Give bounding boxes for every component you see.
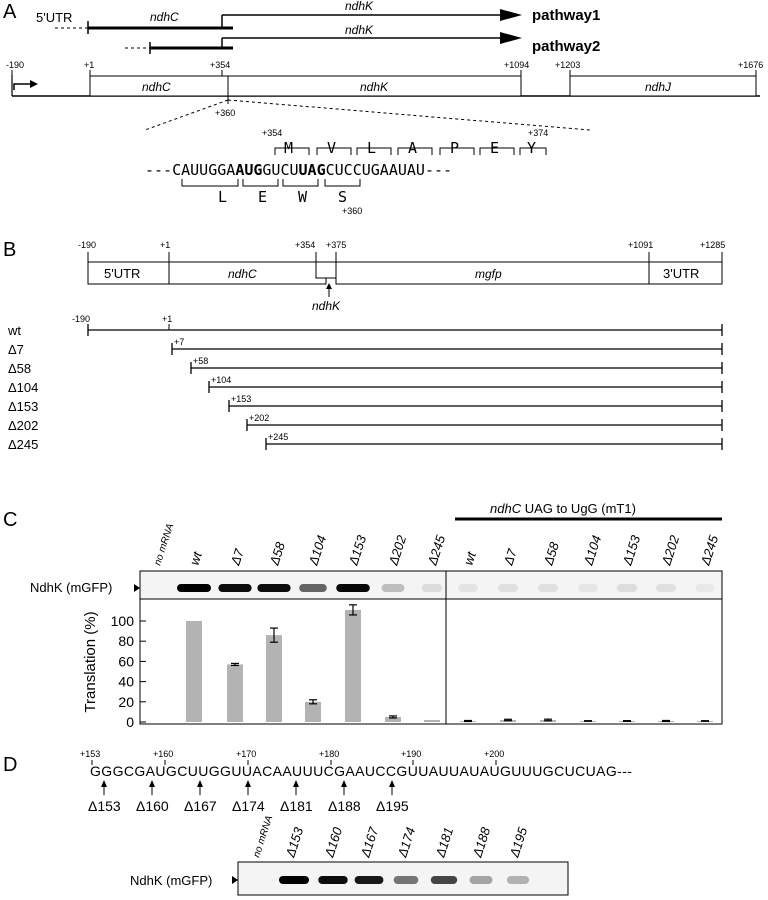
c-bar-2	[227, 664, 243, 722]
d-lane-label-5: Δ181	[432, 825, 457, 859]
coord-a-p1676: +1676	[738, 60, 764, 70]
d-band-3	[355, 876, 384, 884]
c-ytick-label-1: 20	[118, 693, 134, 710]
c-band-11	[578, 584, 597, 592]
construct-name-4: Δ153	[8, 399, 39, 414]
tss-arrow	[14, 84, 30, 90]
pathway2-arrowhead	[500, 32, 522, 44]
svg-text:+354: +354	[295, 240, 316, 250]
d-lane-label-4: Δ174	[394, 825, 419, 859]
b-ndhK-arrow-label: ndhK	[312, 299, 341, 313]
construct-start-label-0: -190	[72, 314, 91, 324]
svg-text:+1285: +1285	[700, 240, 726, 250]
c-errorbar-14	[701, 721, 709, 722]
c-band-label: NdhK (mGFP)	[30, 580, 113, 595]
d-lane-label-7: Δ195	[506, 825, 531, 859]
construct-name-6: Δ245	[8, 437, 39, 452]
c-bar-1	[186, 621, 202, 722]
construct-start-label-2: +58	[193, 356, 209, 366]
c-lane-label-7: Δ245	[424, 533, 449, 567]
c-ytick-label-2: 40	[118, 673, 134, 690]
d-coord-5: +200	[484, 749, 505, 759]
pathway1-ndhC-label: ndhC	[150, 10, 179, 24]
d-del-arrowhead-4	[293, 780, 299, 787]
c-band-7	[422, 584, 442, 592]
c-lane-label-14: Δ245	[697, 533, 722, 567]
construct-start-label-3: +104	[211, 375, 232, 385]
d-band-4	[394, 876, 419, 884]
c-errorbar-13	[662, 720, 670, 721]
c-band-5	[336, 584, 370, 592]
d-deletion-markers	[88, 780, 409, 814]
b-utr3-label: 3'UTR	[663, 266, 700, 281]
seq-coord-354: +354	[262, 128, 283, 138]
seq-coord-360: +360	[342, 206, 363, 216]
d-deletion-4: Δ181	[280, 798, 313, 814]
b-ndhC-label: ndhC	[228, 267, 257, 281]
c-band-2	[218, 584, 251, 592]
aa-top-2: L	[367, 139, 377, 157]
ndhC-box-label: ndhC	[142, 80, 171, 94]
d-coord-0: +153	[80, 749, 101, 759]
coord-a-m190: -190	[6, 60, 25, 70]
construct-name-0: wt	[8, 323, 21, 338]
b-utr5-label: 5'UTR	[104, 266, 141, 281]
pathway2-label: pathway2	[532, 38, 601, 55]
pathway1-label: pathway1	[532, 7, 601, 24]
aa-top-4: P	[450, 139, 460, 157]
mut-title: ndhC UAG to UgG (mT1)	[490, 501, 636, 516]
d-deletion-2: Δ167	[184, 798, 217, 814]
aa-top-6: Y	[527, 139, 537, 157]
aa-top-5: E	[490, 139, 500, 157]
c-lane-label-9: Δ7	[500, 547, 520, 567]
c-bar-5	[345, 610, 361, 722]
d-lane-label-6: Δ188	[469, 825, 494, 859]
c-errorbar-11	[584, 721, 592, 722]
c-lane-label-0: no mRNA	[152, 522, 177, 567]
coord-a-p354: +354	[210, 60, 231, 70]
c-lane-label-8: wt	[460, 549, 479, 567]
d-band-6	[470, 876, 493, 884]
coord-a-p1094: +1094	[504, 60, 530, 70]
d-coord-3: +180	[319, 749, 340, 759]
b-mgfp-label: mgfp	[475, 267, 502, 281]
d-deletion-3: Δ174	[232, 798, 265, 814]
d-del-arrowhead-5	[341, 780, 347, 787]
c-lane-label-3: Δ58	[266, 540, 289, 567]
d-del-arrowhead-6	[389, 780, 395, 787]
d-del-arrowhead-2	[197, 780, 203, 787]
c-bar-3	[266, 635, 282, 722]
d-lane-label-3: Δ167	[357, 825, 382, 859]
c-lane-label-1: wt	[186, 549, 205, 567]
d-band-label: NdhK (mGFP)	[130, 873, 213, 888]
c-ytick-label-5: 100	[110, 613, 134, 629]
construct-list	[7, 314, 722, 452]
d-coord-4: +190	[401, 749, 422, 759]
rna-sequence: ---CAUUGGAAUGGUCUUAGCUCCUGAAUAU---	[145, 161, 453, 179]
c-lane-label-2: Δ7	[227, 547, 247, 567]
coord-a-p1: +1	[84, 60, 95, 70]
d-coord-2: +170	[236, 749, 257, 759]
d-band-marker	[232, 876, 238, 884]
d-band-1	[279, 876, 309, 884]
d-band-2	[318, 876, 347, 884]
d-deletion-5: Δ188	[328, 798, 361, 814]
c-ytick-label-4: 80	[118, 633, 134, 650]
c-band-4	[299, 584, 327, 592]
c-lane-label-10: Δ58	[540, 540, 563, 567]
c-band-12	[617, 584, 637, 592]
pathway2-ndhK-label: ndhK	[345, 23, 374, 37]
d-del-arrowhead-3	[245, 780, 251, 787]
c-lane-labels	[152, 522, 721, 568]
c-bar-7	[424, 720, 440, 722]
construct-start-label-1: +7	[174, 337, 185, 347]
construct-start2-label-0: +1	[162, 314, 173, 324]
pathway1-arrowhead	[500, 9, 522, 21]
panel-label-c: C	[3, 509, 18, 531]
c-lane-label-5: Δ153	[345, 533, 370, 567]
aa-bottom-0: L	[218, 188, 228, 206]
c-errorbar-8	[464, 720, 472, 721]
aa-bottom-1: E	[258, 188, 268, 206]
svg-text:-190: -190	[78, 240, 97, 250]
d-band-5	[431, 876, 457, 884]
c-band-10	[538, 584, 558, 592]
c-lane-label-6: Δ202	[385, 533, 410, 567]
c-lane-label-4: Δ104	[305, 533, 330, 567]
c-errorbar-12	[623, 721, 631, 722]
pathway1-ndhK-label: ndhK	[345, 0, 374, 13]
construct-start-label-6: +245	[268, 432, 289, 442]
d-deletion-1: Δ160	[136, 798, 169, 814]
svg-text:+375: +375	[326, 240, 347, 250]
d-deletion-6: Δ195	[376, 798, 409, 814]
aa-top-1: V	[327, 139, 337, 157]
coord-a-p1203: +1203	[555, 60, 581, 70]
d-sequence: GGGCGAUGCUUGGUUACAAUUUCGAAUCCGUUAUUAUAUGUUUGCUCUAG---	[90, 763, 633, 779]
aa-top-3: A	[408, 139, 418, 157]
c-lane-label-11: Δ104	[580, 533, 605, 567]
c-band-marker	[134, 584, 140, 592]
d-del-arrowhead-1	[149, 780, 155, 787]
ndhK-box-label: ndhK	[360, 80, 389, 94]
c-band-8	[458, 584, 478, 592]
b-coordinates	[78, 240, 725, 262]
c-y-axis-label: Translation (%)	[82, 611, 99, 713]
zoom-line-right	[228, 100, 590, 130]
pathway1-utr-label: 5'UTR	[36, 10, 73, 25]
c-band-6	[382, 584, 405, 592]
construct-name-3: Δ104	[8, 380, 39, 395]
panel-label-d: D	[3, 754, 18, 776]
d-band-7	[507, 876, 529, 884]
construct-name-2: Δ58	[8, 361, 32, 376]
c-ytick-label-0: 0	[126, 714, 134, 730]
d-coord-1: +160	[153, 749, 174, 759]
seq-coord-374: +374	[528, 128, 549, 138]
svg-text:+1: +1	[160, 240, 171, 250]
c-ytick-label-3: 60	[118, 653, 134, 670]
c-bar-4	[305, 702, 321, 722]
aa-bottom-2: W	[298, 188, 308, 206]
aa-top-0: M	[284, 139, 294, 157]
construct-start-label-4: +153	[231, 394, 252, 404]
coord-a-p360: +360	[215, 108, 236, 118]
d-lane-labels	[251, 814, 530, 860]
d-lane-label-1: Δ153	[282, 825, 307, 859]
c-band-9	[498, 584, 518, 592]
b-ndhK-box	[316, 262, 336, 278]
construct-start-label-5: +202	[249, 413, 270, 423]
panel-label-a: A	[3, 1, 17, 23]
c-band-1	[177, 584, 211, 592]
bottom-codon-brackets	[182, 179, 360, 186]
b-ndhK-arrowhead	[326, 283, 332, 289]
ndhJ-box-label: ndhJ	[645, 80, 672, 94]
d-lane-label-0: no mRNA	[251, 814, 276, 859]
aa-bottom-3: S	[338, 188, 348, 206]
construct-name-5: Δ202	[8, 418, 39, 433]
tss-arrowhead	[30, 80, 38, 88]
c-lane-label-13: Δ202	[658, 533, 683, 567]
svg-text:+1091: +1091	[628, 240, 654, 250]
panel-label-b: B	[3, 239, 17, 261]
c-lane-label-12: Δ153	[619, 533, 644, 567]
d-del-arrowhead-0	[101, 780, 107, 787]
c-band-3	[257, 584, 290, 592]
c-band-14	[696, 584, 715, 592]
d-lane-label-2: Δ160	[321, 825, 346, 859]
d-deletion-0: Δ153	[88, 798, 121, 814]
c-band-13	[656, 584, 676, 592]
construct-name-1: Δ7	[8, 342, 24, 357]
